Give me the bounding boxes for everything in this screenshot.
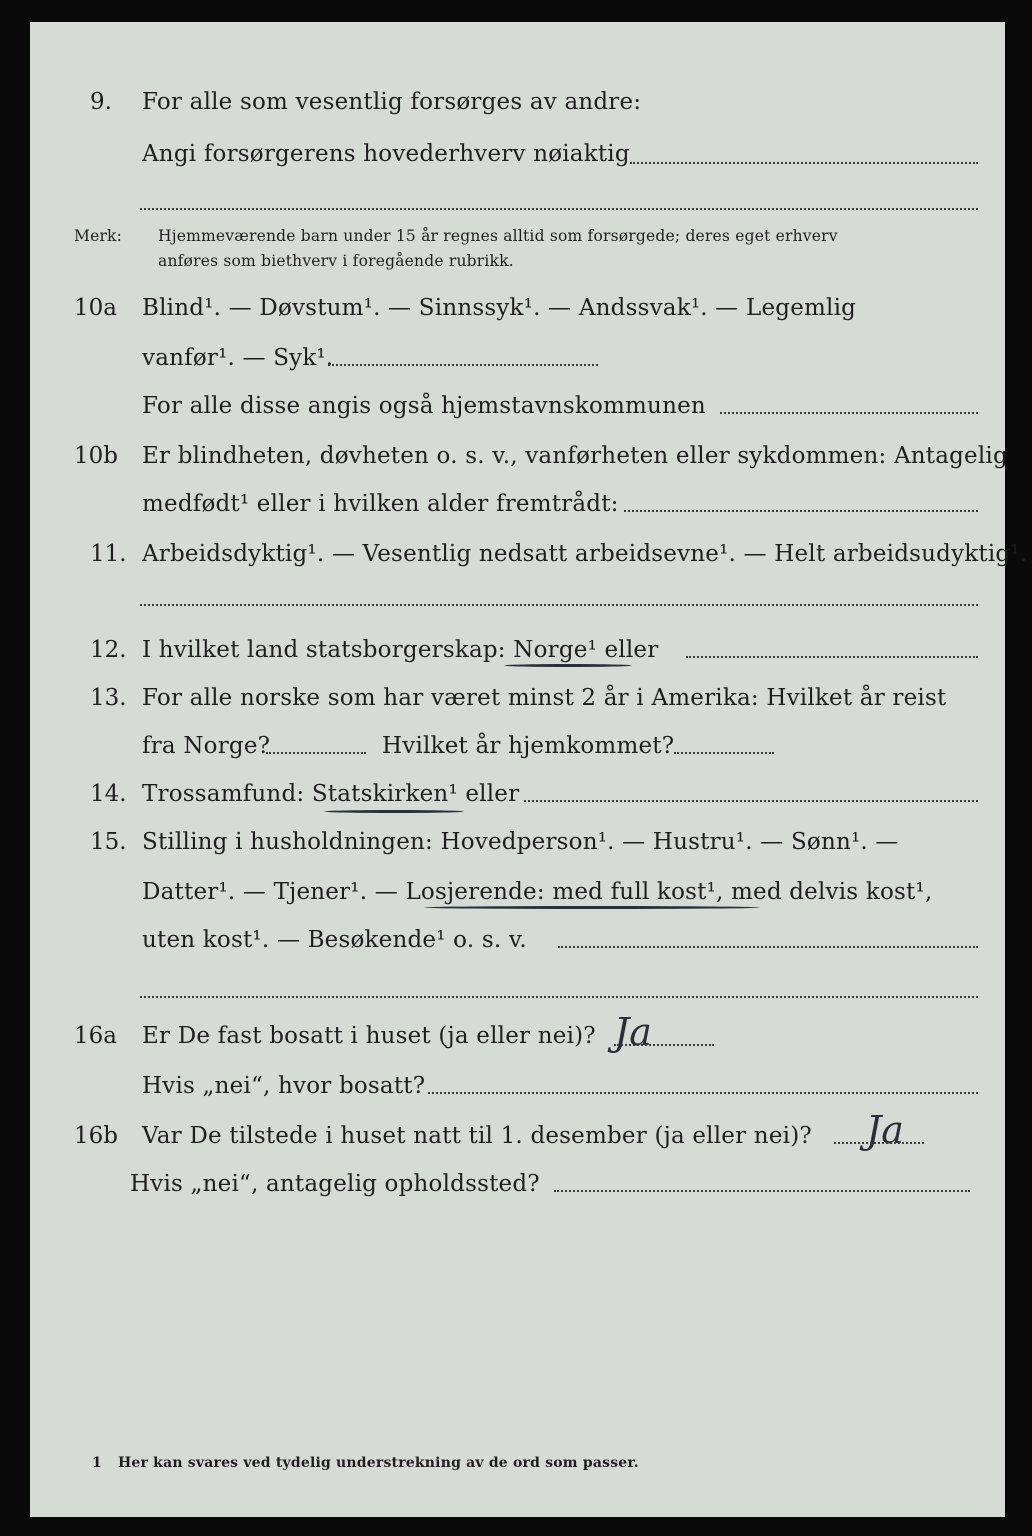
answer-field-14-denomination[interactable]: [524, 800, 978, 802]
underline-statskirken: [324, 810, 464, 813]
item-10a-line-1: Blind¹. — Døvstum¹. — Sinnssyk¹. — Andssvak¹. — Legemlig: [142, 295, 857, 321]
item-14-line-1: Trossamfund: Statskirken¹ eller: [142, 781, 520, 807]
item-16a-line-2: Hvis „nei“, hvor bosatt?: [142, 1073, 426, 1099]
answer-field-16b-stay[interactable]: [554, 1190, 970, 1192]
answer-field-16b[interactable]: [834, 1142, 924, 1144]
underline-losjerende-med-full-kost: [424, 906, 760, 909]
item-16a-line-1: Er De fast bosatt i huset (ja eller nei)?: [142, 1023, 596, 1049]
item-9-line-1: For alle som vesentlig forsørges av andre:: [142, 89, 642, 115]
item-number-10b: 10b: [74, 443, 118, 469]
answer-field-9-continued[interactable]: [140, 208, 978, 210]
footnote-mark: 1: [92, 1455, 102, 1471]
item-10a-line-2: vanfør¹. — Syk¹.: [142, 345, 334, 371]
answer-field-13-year-left[interactable]: [266, 752, 366, 754]
item-number-11: 11.: [90, 541, 127, 567]
note-line-2: anføres som biethverv i foregående rubrikk.: [158, 252, 514, 270]
item-10a-line-3: For alle disse angis også hjemstavnskommunen: [142, 393, 706, 419]
item-9-line-2: Angi forsørgerens hovederhverv nøiaktig: [142, 141, 630, 167]
item-15-line-3: uten kost¹. — Besøkende¹ o. s. v.: [142, 927, 527, 953]
answer-field-9-main-occupation[interactable]: [630, 162, 978, 164]
item-13-line-2b: Hvilket år hjemkommet?: [382, 733, 675, 759]
item-number-13: 13.: [90, 685, 127, 711]
note-line-1: Hjemmeværende barn under 15 år regnes alltid som forsørgede; deres eget erhverv: [158, 227, 838, 245]
census-form-page: [30, 22, 1028, 1517]
item-number-15: 15.: [90, 829, 127, 855]
answer-field-13-year-returned[interactable]: [674, 752, 774, 754]
footnote-text: Her kan svares ved tydelig understrekning av de ord som passer.: [118, 1455, 639, 1471]
handwritten-answer-16a: Ja: [614, 1010, 652, 1054]
item-number-16a: 16a: [74, 1023, 117, 1049]
item-12-line-1: I hvilket land statsborgerskap: Norge¹ eller: [142, 637, 659, 663]
answer-field-16a-residence[interactable]: [428, 1092, 978, 1094]
item-13-line-2a: fra Norge?: [142, 733, 271, 759]
item-15-line-1: Stilling i husholdningen: Hovedperson¹. — Hustru¹. — Sønn¹. —: [142, 829, 899, 855]
note-label: Merk:: [74, 227, 123, 245]
item-number-16b: 16b: [74, 1123, 118, 1149]
item-10b-line-2: medfødt¹ eller i hvilken alder fremtrådt:: [142, 491, 619, 517]
item-number-10a: 10a: [74, 295, 117, 321]
answer-field-15-continued[interactable]: [140, 996, 978, 998]
answer-field-10a-sick[interactable]: [328, 364, 598, 366]
item-number-9: 9.: [90, 89, 112, 115]
answer-field-10b-age[interactable]: [624, 510, 978, 512]
item-11-line-1: Arbeidsdyktig¹. — Vesentlig nedsatt arbeidsevne¹. — Helt arbeidsudyktig¹.: [142, 541, 1028, 567]
item-16b-line-2: Hvis „nei“, antagelig opholdssted?: [130, 1171, 540, 1197]
answer-field-11[interactable]: [140, 604, 978, 606]
answer-field-16a[interactable]: [614, 1044, 714, 1046]
item-15-line-2: Datter¹. — Tjener¹. — Losjerende: med full kost¹, med delvis kost¹,: [142, 879, 933, 905]
item-number-14: 14.: [90, 781, 127, 807]
answer-field-10a-home-municipality[interactable]: [720, 412, 978, 414]
item-16b-line-1: Var De tilstede i huset natt til 1. desember (ja eller nei)?: [142, 1123, 812, 1149]
answer-field-12-citizenship[interactable]: [686, 656, 978, 658]
underline-norge: [504, 664, 632, 667]
handwritten-answer-16b: Ja: [866, 1108, 904, 1152]
item-number-12: 12.: [90, 637, 127, 663]
answer-field-15[interactable]: [558, 946, 978, 948]
item-10b-line-1: Er blindheten, døvheten o. s. v., vanførheten eller sykdommen: Antagelig: [142, 443, 1008, 469]
item-13-line-1: For alle norske som har været minst 2 år i Amerika: Hvilket år reist: [142, 685, 947, 711]
